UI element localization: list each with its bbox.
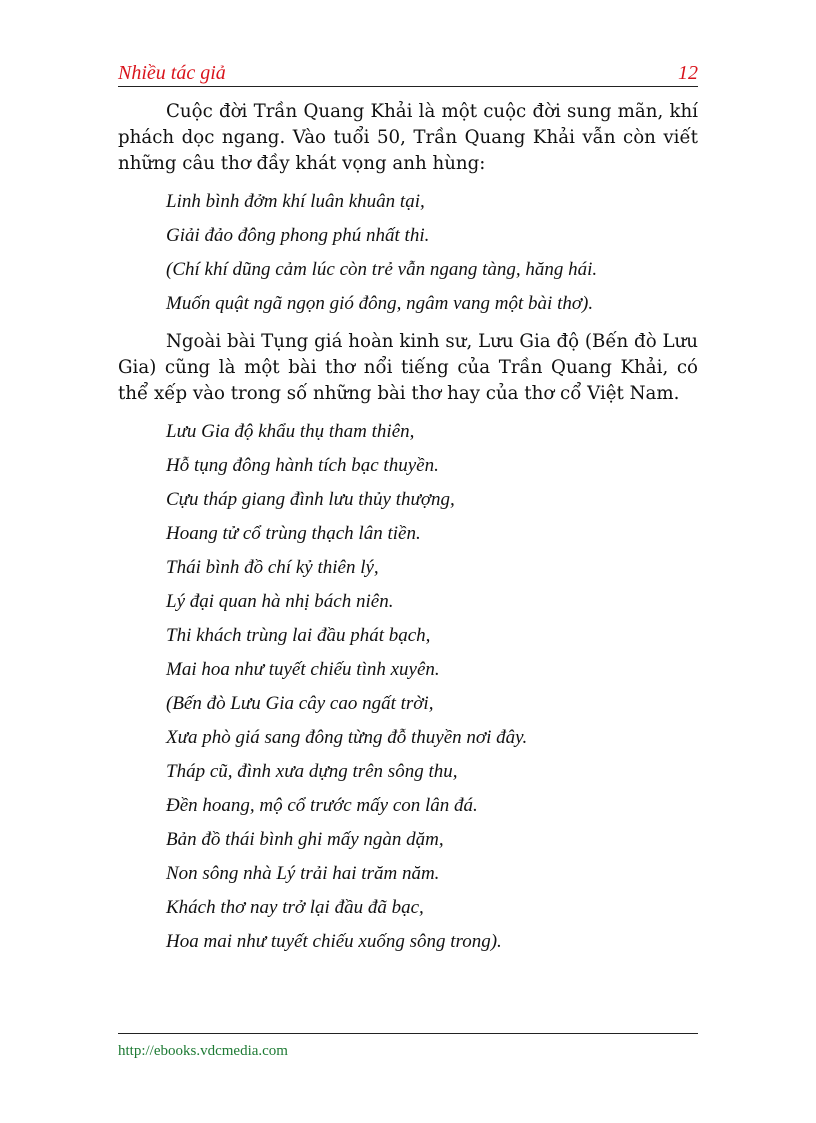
- document-page: [118, 0, 698, 1123]
- verse-line: Lý đại quan hà nhị bách niên.: [166, 591, 394, 612]
- footer-url-link[interactable]: http://ebooks.vdcmedia.com: [118, 1043, 288, 1059]
- verse-line: Bản đồ thái bình ghi mấy ngàn dặm,: [166, 829, 444, 850]
- paragraph-1: Cuộc đời Trần Quang Khải là một cuộc đời sung mãn, khí phách dọc ngang. Vào tuổi 50, Trần Quang Khải vẫn còn viết những câu thơ đầy khát vọng anh hùng:: [118, 101, 698, 174]
- verse-line: Giải đảo đông phong phú nhất thi.: [166, 225, 430, 246]
- verse-line: Cựu tháp giang đình lưu thủy thượng,: [166, 489, 455, 510]
- verse-line: Muốn quật ngã ngọn gió đông, ngâm vang một bài thơ).: [166, 293, 594, 314]
- page-body: [118, 99, 698, 959]
- verse-line: Thái bình đồ chí kỷ thiên lý,: [166, 557, 379, 578]
- verse-line: Tháp cũ, đình xưa dựng trên sông thu,: [166, 761, 458, 782]
- verse-line: (Chí khí dũng cảm lúc còn trẻ vẫn ngang tàng, hăng hái.: [166, 259, 598, 280]
- verse-line: (Bến đò Lưu Gia cây cao ngất trời,: [166, 693, 434, 714]
- footer-divider: [118, 1033, 698, 1034]
- page-number: 12: [678, 62, 698, 84]
- verse-line: Đền hoang, mộ cổ trước mấy con lân đá.: [166, 795, 478, 816]
- verse-block-2: [118, 415, 698, 959]
- verse-line: Thi khách trùng lai đầu phát bạch,: [166, 625, 431, 646]
- paragraph-2: Ngoài bài Tụng giá hoàn kinh sư, Lưu Gia độ (Bến đò Lưu Gia) cũng là một bài thơ nổi tiếng của Trần Quang Khải, có thể xếp vào trong số những bài thơ hay của thơ cổ Việt Nam.: [118, 331, 698, 404]
- verse-line: Lưu Gia độ khẩu thụ tham thiên,: [166, 421, 415, 442]
- page-header: [118, 60, 698, 87]
- verse-line: Linh bình đởm khí luân khuân tại,: [166, 191, 425, 212]
- verse-line: Hoang tử cổ trùng thạch lân tiền.: [166, 523, 421, 544]
- verse-line: Khách thơ nay trở lại đầu đã bạc,: [166, 897, 424, 918]
- verse-line: Hoa mai như tuyết chiếu xuống sông trong).: [166, 931, 502, 952]
- verse-line: Hỗ tụng đông hành tích bạc thuyền.: [166, 455, 439, 476]
- verse-line: Xưa phò giá sang đông từng đỗ thuyền nơi đây.: [166, 727, 528, 748]
- verse-block-1: [118, 185, 698, 321]
- header-title: Nhiều tác giả: [118, 62, 226, 84]
- verse-line: Mai hoa như tuyết chiếu tình xuyên.: [166, 659, 440, 680]
- verse-line: Non sông nhà Lý trải hai trăm năm.: [166, 863, 440, 884]
